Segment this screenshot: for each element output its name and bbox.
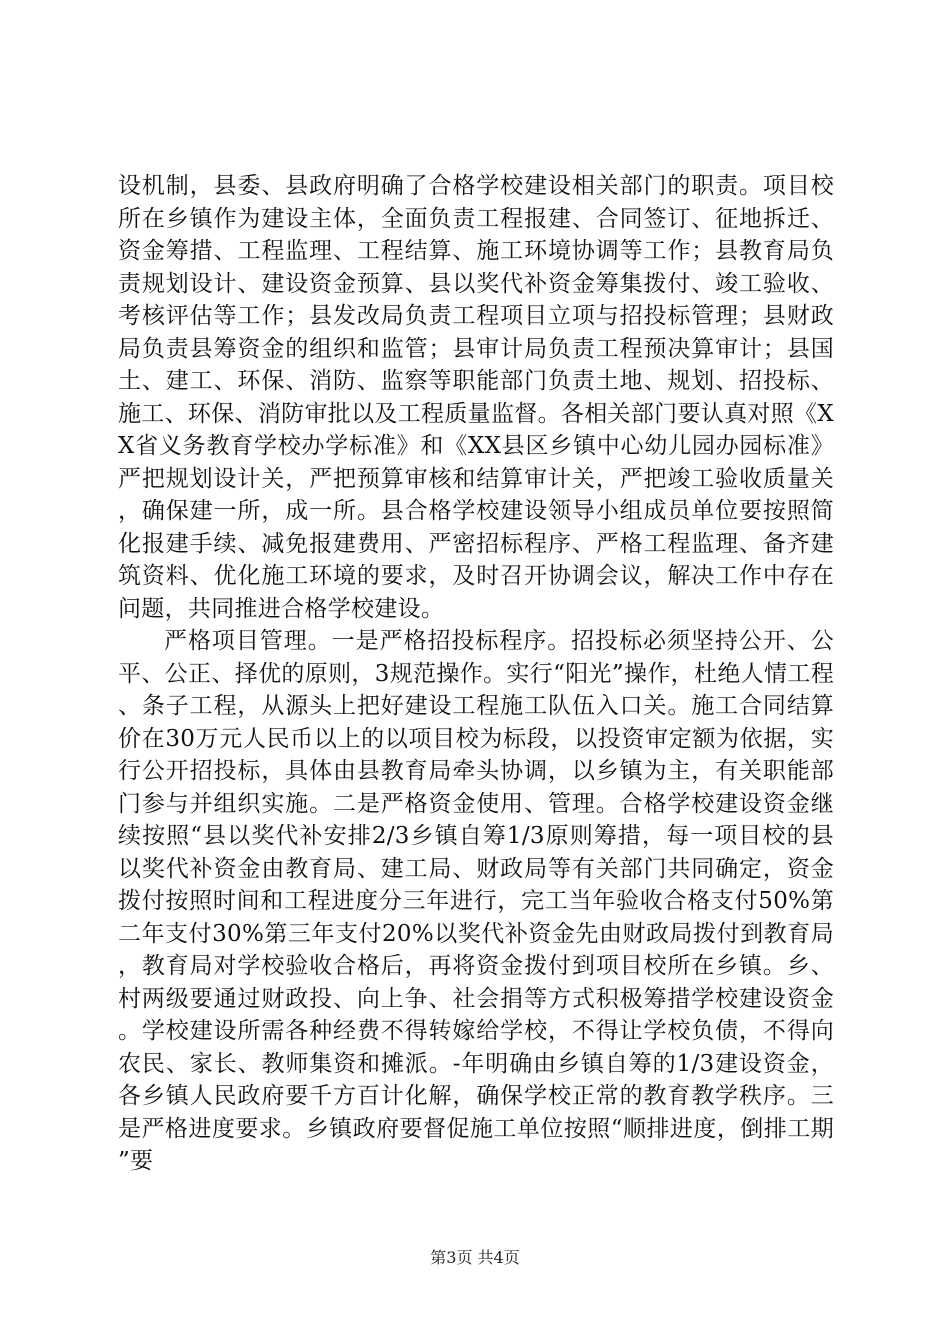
body-text	[118, 170, 834, 1178]
page-footer: 第3页 共4页	[430, 1248, 520, 1267]
paragraph-2: 严格项目管理。一是严格招投标程序。招投标必须坚持公开、公平、公正、择优的原则，3规范操作。实行“阳光”操作，杜绝人情工程、条子工程，从源头上把好建设工程施工队伍入口关。施工合同结算价在30万元人民币以上的以项目校为标段，以投资审定额为依据，实行公开招投标，具体由县教育局牵头协调，以乡镇为主，有关职能部门参与并组织实施。二是严格资金使用、管理。合格学校建设资金继续按照“县以奖代补安排2/3乡镇自筹1/3原则筹措，每一项目校的县以奖代补资金由教育局、建工局、财政局等有关部门共同确定，资金拨付按照时间和工程进度分三年进行，完工当年验收合格支付50%第二年支付30%第三年支付20%以奖代补资金先由财政局拨付到教育局，教育局对学校验收合格后，再将资金拨付到项目校所在乡镇。乡、村两级要通过财政投、向上争、社会捐等方式积极筹措学校建设资金。学校建设所需各种经费不得转嫁给学校，不得让学校负债，不得向农民、家长、教师集资和摊派。-年明确由乡镇自筹的1/3建设资金，各乡镇人民政府要千方百计化解，确保学校正常的教育教学秩序。三是严格进度要求。乡镇政府要督促施工单位按照“顺排进度，倒排工期”要	[118, 628, 834, 1174]
paragraph-1: 设机制，县委、县政府明确了合格学校建设相关部门的职责。项目校所在乡镇作为建设主体，全面负责工程报建、合同签订、征地拆迁、资金筹措、工程监理、工程结算、施工环境协调等工作；县教育局负责规划设计、建设资金预算、县以奖代补资金筹集拨付、竣工验收、考核评估等工作；县发改局负责工程项目立项与招投标管理；县财政局负责县筹资金的组织和监管；县审计局负责工程预决算审计；县国土、建工、环保、消防、监察等职能部门负责土地、规划、招投标、施工、环保、消防审批以及工程质量监督。各相关部门要认真对照《XX省义务教育学校办学标准》和《XX县区乡镇中心幼儿园办园标准》严把规划设计关，严把预算审核和结算审计关，严把竣工验收质量关，确保建一所，成一所。县合格学校建设领导小组成员单位要按照简化报建手续、减免报建费用、严密招标程序、严格工程监理、备齐建筑资料、优化施工环境的要求，及时召开协调会议，解决工作中存在问题，共同推进合格学校建设。	[118, 173, 834, 622]
